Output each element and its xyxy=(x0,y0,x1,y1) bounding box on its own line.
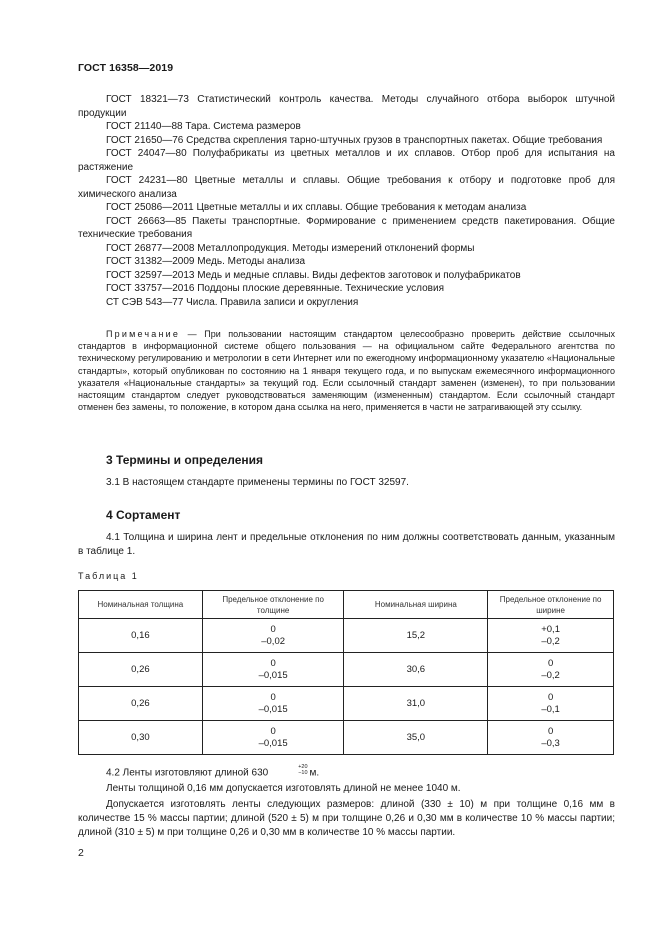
table-row xyxy=(79,687,614,721)
cell-thickness-tolerance: 0 –0,015 xyxy=(202,721,344,755)
section-3-heading: 3 Термины и определения xyxy=(106,453,264,467)
reference-item: ГОСТ 21650—76 Средства скрепления тарно-штучных грузов в транспортных пакетах. Общие требования xyxy=(106,134,603,146)
dimensions-table xyxy=(78,590,614,755)
reference-item: ГОСТ 33757—2016 Поддоны плоские деревянные. Технические условия xyxy=(106,283,444,294)
cell-thickness-tolerance: 0 –0,02 xyxy=(202,619,344,653)
table-caption: Таблица 1 xyxy=(78,571,139,581)
paragraph-3-1: 3.1 В настоящем стандарте применены термины по ГОСТ 32597. xyxy=(106,477,409,488)
section-4-body xyxy=(78,531,615,559)
reference-item: ГОСТ 21140—88 Тара. Система размеров xyxy=(106,121,301,132)
header-thickness-tolerance: Предельное отклонение по толщине xyxy=(202,591,344,619)
cell-thickness-tolerance: 0 –0,015 xyxy=(202,687,344,721)
note-block xyxy=(78,328,615,413)
reference-item: ГОСТ 18321—73 Статистический контроль качества. Методы случайного отбора выборок штучной продукции xyxy=(78,94,615,119)
section-4-heading: 4 Сортамент xyxy=(106,508,181,522)
cell-width-tolerance: 0 –0,1 xyxy=(488,687,614,721)
cell-width: 30,6 xyxy=(344,653,488,687)
references-list xyxy=(78,93,615,309)
cell-width: 15,2 xyxy=(344,619,488,653)
reference-item: ГОСТ 26663—85 Пакеты транспортные. Формирование с применением средств пакетирования. Общие технические требования xyxy=(78,215,615,240)
paragraph-4-3: Ленты толщиной 0,16 мм допускается изготовлять длиной не менее 1040 м. xyxy=(106,783,461,794)
length-tolerance: +20 −10 xyxy=(298,764,308,776)
header-width-tolerance: Предельное отклонение по ширине xyxy=(488,591,614,619)
reference-item: ГОСТ 31382—2009 Медь. Методы анализа xyxy=(106,256,306,267)
paragraph-4-4: Допускается изготовлять ленты следующих размеров: длиной (330 ± 10) м при толщине 0,16 мм в количестве 15 % массы партии; длиной (520 ± 5) м при толщине 0,26 и 0,30 мм в количестве 10 % массы партии; длиной (310 ± 5) м при толщине 0,26 и 0,30 мм в количестве 10 % массы партии. xyxy=(78,798,615,838)
note-text: — При пользовании настоящим стандартом целесообразно проверить действие ссылочных стандартов в информационной системе общего пользования — на официальном сайте Федерального агентства по техническому регулированию и метрологии в сети Интернет или по ежегодному информационному указателю «Национальные стандарты», который опубликован по состоянию на 1 января текущего года, и по выпускам ежемесячного информационного указателя «Национальные стандарты» за текущий год. Если ссылочный стандарт заменен (изменен), то при пользовании настоящим стандартом следует руководствоваться заменяющим (измененным) стандартом. Если ссылочный стандарт отменен без замены, то положение, в котором дана ссылка на него, применяется в части не затрагивающей эту ссылку. xyxy=(78,329,615,413)
table-row xyxy=(79,619,614,653)
reference-item: ГОСТ 26877—2008 Металлопродукция. Методы измерений отклонений формы xyxy=(106,242,475,254)
cell-thickness: 0,26 xyxy=(79,687,203,721)
section-3-body xyxy=(78,476,615,490)
cell-thickness-tolerance: 0 –0,015 xyxy=(202,653,344,687)
header-nominal-width: Номинальная ширина xyxy=(344,591,488,619)
document-header: ГОСТ 16358—2019 xyxy=(78,62,174,74)
table-row xyxy=(79,721,614,755)
paragraph-4-2: 4.2 Ленты изготовляют длиной 630 +20 −10 м. xyxy=(106,764,320,779)
reference-item: СТ СЭВ 543—77 Числа. Правила записи и округления xyxy=(106,296,359,308)
cell-width-tolerance: +0,1 –0,2 xyxy=(488,619,614,653)
cell-width: 35,0 xyxy=(344,721,488,755)
reference-item: ГОСТ 25086—2011 Цветные металлы и их сплавы. Общие требования к методам анализа xyxy=(106,202,527,213)
cell-thickness: 0,30 xyxy=(79,721,203,755)
cell-width: 31,0 xyxy=(344,687,488,721)
section-4-continuation xyxy=(78,765,615,841)
reference-item: ГОСТ 24047—80 Полуфабрикаты из цветных металлов и их сплавов. Отбор проб для испытания на растяжение xyxy=(78,148,615,173)
table-header-row xyxy=(79,591,614,619)
cell-thickness: 0,16 xyxy=(79,619,203,653)
cell-thickness: 0,26 xyxy=(79,653,203,687)
reference-item: ГОСТ 32597—2013 Медь и медные сплавы. Виды дефектов заготовок и полуфабрикатов xyxy=(106,269,521,281)
table-row xyxy=(79,653,614,687)
cell-width-tolerance: 0 –0,3 xyxy=(488,721,614,755)
cell-width-tolerance: 0 –0,2 xyxy=(488,653,614,687)
paragraph-4-1: 4.1 Толщина и ширина лент и предельные отклонения по ним должны соответствовать данным, указанным в таблице 1. xyxy=(78,532,615,557)
note-label: Примечание xyxy=(106,329,181,339)
reference-item: ГОСТ 24231—80 Цветные металлы и сплавы. Общие требования к отбору и подготовке проб для химического анализа xyxy=(78,175,615,200)
header-nominal-thickness: Номинальная толщина xyxy=(79,591,203,619)
page-number: 2 xyxy=(78,847,84,859)
